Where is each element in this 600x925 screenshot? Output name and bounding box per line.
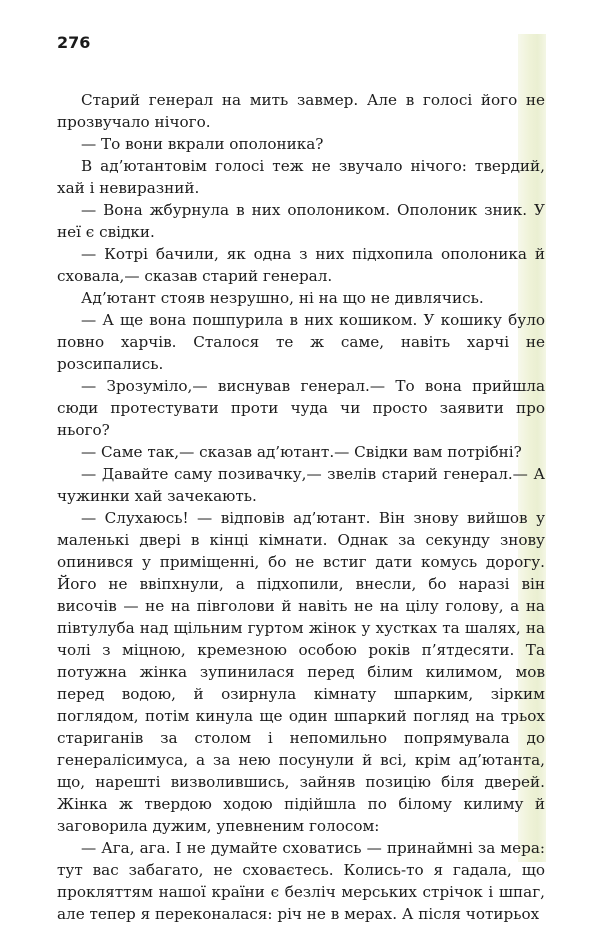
paragraph: — То вони вкрали ополоника? — [81, 135, 324, 153]
paragraph: — А ще вона пошпурила в них кошиком. У кошику було повно харчів. Сталося те ж саме, навіть харчі не розсипались. — [57, 311, 545, 373]
paragraph: — Ага, ага. І не думайте сховатись — принаймні за мера: тут вас забагато, не сховаєтесь. Колись-то я гадала, що прокляттям нашої країни є безліч мерських стрічок і шпаг, але тепер я переконалася: річ не в мерах. А після чотирьох — [57, 839, 545, 923]
paragraph: — Слухаюсь! — відповів ад’ютант. Він знову вийшов у маленькі двері в кінці кімнати. Однак за секунду знову опинився у приміщенні, бо не встиг дати комусь дорогу. Його не ввіпхнули, а підхопили, внесли, бо наразі він височів — не на півголови й навіть не на цілу голову, а на півтулуба над щільним гуртом жінок у хустках та шалях, на чолі з міцною, кремезною особою років п’ятдесяти. Та потужна жінка зупинилася перед білим килимом, мов перед водою, й озирнула кімнату шпарким, зірким поглядом, потім кинула ще один шпаркий погляд на трьох стариганів за столом і непомильно попрямувала до генералісимуса, а за нею посунули й всі, крім ад’ютанта, що, нарешті визволившись, зайняв позицію біля дверей. Жінка ж твердою ходою підійшла по білому килиму й заговорила дужим, упевненим голосом: — [57, 509, 545, 835]
paragraph: Ад’ютант стояв незрушно, ні на що не дивлячись. — [81, 289, 484, 307]
page-number: 276 — [57, 33, 91, 52]
paragraph: В ад’ютантовім голосі теж не звучало нічого: твердий, хай і невиразний. — [57, 157, 545, 197]
paragraph: Старий генерал на мить завмер. Але в голосі його не прозвучало нічого. — [57, 91, 545, 131]
paragraph: — Саме так,— сказав ад’ютант.— Свідки вам потрібні? — [81, 443, 522, 461]
paragraph: — Давайте саму позивачку,— звелів старий генерал.— А чужинки хай зачекають. — [57, 465, 545, 505]
paragraph: — Вона жбурнула в них ополоником. Ополоник зник. У неї є свідки. — [57, 201, 545, 241]
paragraph: — Котрі бачили, як одна з них підхопила ополоника й сховала,— сказав старий генерал. — [57, 245, 545, 285]
paragraph: — Зрозуміло,— виснував генерал.— То вона прийшла сюди протестувати проти чуда чи просто заявити про нього? — [57, 377, 545, 439]
body-text — [57, 89, 545, 925]
